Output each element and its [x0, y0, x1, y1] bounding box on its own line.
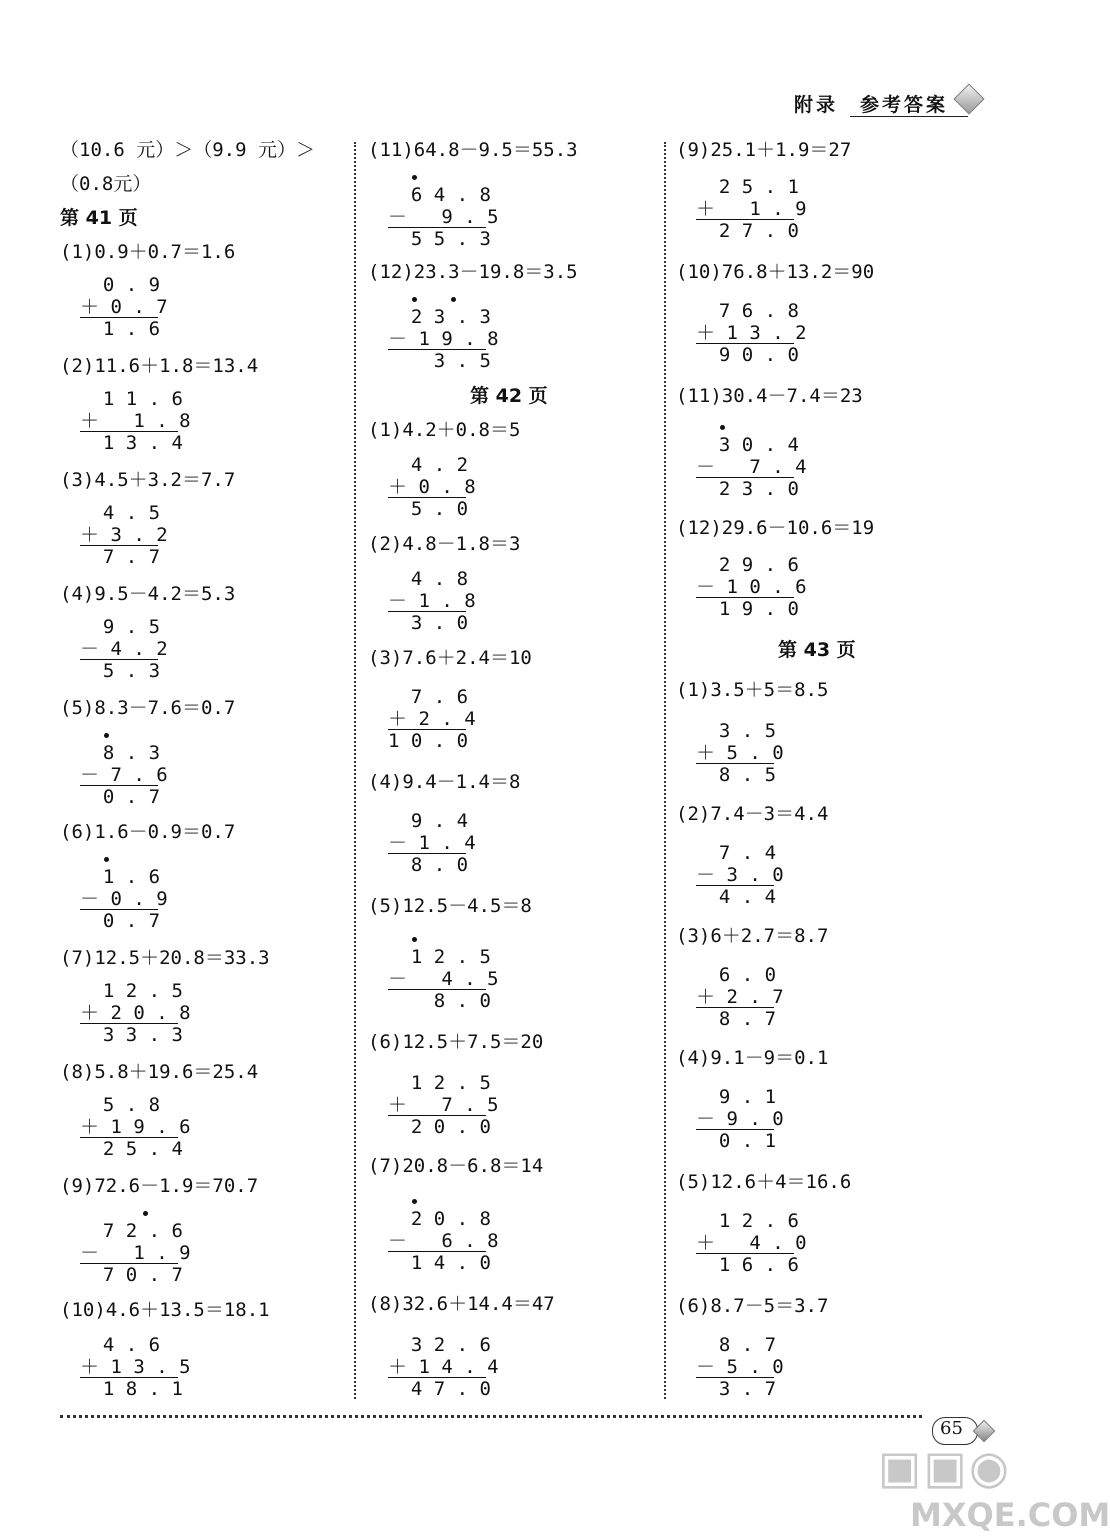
equation-text: (9)72.6－1.9＝70.7	[60, 1175, 259, 1197]
calc-operand-row: 1 2 . 5	[388, 1072, 491, 1094]
equation-text: (6)8.7－5＝3.7	[676, 1295, 829, 1317]
calc-separator-line	[80, 785, 158, 786]
calc-operand-row: 1 2 . 5	[388, 946, 491, 968]
calc-operand-row: － 9 . 0	[696, 1108, 784, 1130]
calc-operand-row: 8 . 3	[80, 742, 161, 764]
calc-operand-row: ＋ 1 . 8	[80, 410, 191, 432]
calc-operand-row: 1 2 . 6	[696, 1210, 799, 1232]
calc-operand-row: － 1 . 8	[388, 590, 476, 612]
calc-result-row: 0 . 7	[80, 786, 161, 808]
watermark-logo-icon: ▣▣◉	[878, 1440, 1012, 1494]
equation-text: (6)12.5＋7.5＝20	[368, 1031, 544, 1053]
equation-text: （10.6 元）＞（9.9 元）＞	[60, 139, 315, 161]
calc-separator-line	[388, 497, 466, 498]
calc-separator-line	[388, 1115, 486, 1116]
calc-result-row: 5 5 . 3	[388, 228, 491, 250]
calc-operand-row: ＋ 2 0 . 8	[80, 1002, 191, 1024]
calc-separator-line	[80, 1137, 178, 1138]
borrow-dot	[720, 425, 725, 430]
section-title: 第 41 页	[60, 207, 138, 229]
equation-text: (1)0.9＋0.7＝1.6	[60, 241, 236, 263]
calc-operand-row: － 7 . 4	[696, 456, 807, 478]
calc-result-row: 3 . 7	[696, 1378, 777, 1400]
footer-dotted-rule	[60, 1415, 922, 1418]
calc-result-row: 9 0 . 0	[696, 344, 799, 366]
calc-separator-line	[80, 1377, 178, 1378]
equation-text: (7)20.8－6.8＝14	[368, 1155, 544, 1177]
page-header	[790, 84, 990, 118]
calc-separator-line	[80, 1263, 178, 1264]
calc-operand-row: ＋ 5 . 0	[696, 742, 784, 764]
calc-operand-row: 3 0 . 4	[696, 434, 799, 456]
column-divider	[664, 142, 666, 1399]
calc-result-row: 0 . 1	[696, 1130, 777, 1152]
calc-separator-line	[696, 1007, 774, 1008]
calc-operand-row: 7 6 . 8	[696, 300, 799, 322]
calc-separator-line	[696, 885, 774, 886]
calc-separator-line	[80, 909, 158, 910]
calc-separator-line	[696, 343, 794, 344]
calc-result-row: 2 5 . 4	[80, 1138, 183, 1160]
borrow-dot	[451, 297, 456, 302]
equation-text: (10)4.6＋13.5＝18.1	[60, 1299, 270, 1321]
header-underline	[850, 116, 968, 117]
calc-operand-row: － 1 0 . 6	[696, 576, 807, 598]
borrow-dot	[412, 175, 417, 180]
calc-operand-row: 2 0 . 8	[388, 1208, 491, 1230]
equation-text: (2)7.4－3＝4.4	[676, 803, 829, 825]
calc-separator-line	[388, 227, 486, 228]
equation-text: (8)5.8＋19.6＝25.4	[60, 1061, 259, 1083]
calc-separator-line	[388, 611, 466, 612]
header-title: 附录 参考答案	[794, 94, 949, 116]
calc-result-row: 1 . 6	[80, 318, 161, 340]
equation-text: (5)12.5－4.5＝8	[368, 895, 532, 917]
calc-result-row: 1 6 . 6	[696, 1254, 799, 1276]
calc-result-row: 8 . 0	[388, 990, 491, 1012]
equation-text: (12)23.3－19.8＝3.5	[368, 261, 578, 283]
calc-separator-line	[696, 1129, 774, 1130]
calc-operand-row: 0 . 9	[80, 274, 161, 296]
calc-separator-line	[696, 763, 774, 764]
page-number: 65	[940, 1418, 963, 1439]
calc-operand-row: 9 . 4	[388, 810, 469, 832]
calc-operand-row: ＋ 1 3 . 2	[696, 322, 807, 344]
equation-text: (2)4.8－1.8＝3	[368, 533, 521, 555]
calc-operand-row: 4 . 8	[388, 568, 469, 590]
calc-operand-row: 2 3 . 3	[388, 306, 491, 328]
calc-result-row: 5 . 0	[388, 498, 469, 520]
calc-result-row: 4 7 . 0	[388, 1378, 491, 1400]
calc-operand-row: 6 4 . 8	[388, 184, 491, 206]
calc-result-row: 5 . 3	[80, 660, 161, 682]
watermark-text: MXQE.COM	[910, 1496, 1110, 1534]
calc-operand-row: ＋ 2 . 7	[696, 986, 784, 1008]
calc-operand-row: ＋ 0 . 7	[80, 296, 168, 318]
calc-operand-row: 9 . 5	[80, 616, 161, 638]
calc-result-row: 7 0 . 7	[80, 1264, 183, 1286]
equation-text: (4)9.5－4.2＝5.3	[60, 583, 236, 605]
equation-text: (8)32.6＋14.4＝47	[368, 1293, 555, 1315]
calc-result-row: 3 . 0	[388, 612, 469, 634]
calc-separator-line	[388, 989, 486, 990]
calc-separator-line	[696, 597, 794, 598]
calc-operand-row: ＋ 0 . 8	[388, 476, 476, 498]
calc-operand-row: 1 . 6	[80, 866, 161, 888]
calc-operand-row: 8 . 7	[696, 1334, 777, 1356]
equation-text: (3)7.6＋2.4＝10	[368, 647, 532, 669]
calc-operand-row: ＋ 1 3 . 5	[80, 1356, 191, 1378]
calc-operand-row: － 5 . 0	[696, 1356, 784, 1378]
equation-text: (3)6＋2.7＝8.7	[676, 925, 829, 947]
section-title: 第 42 页	[470, 385, 548, 407]
calc-result-row: 7 . 7	[80, 546, 161, 568]
calc-separator-line	[388, 729, 466, 730]
watermark	[870, 1440, 1110, 1536]
borrow-dot	[412, 297, 417, 302]
equation-text: (12)29.6－10.6＝19	[676, 517, 875, 539]
calc-operand-row: － 1 . 9	[80, 1242, 191, 1264]
borrow-dot	[412, 937, 417, 942]
calc-operand-row: 2 5 . 1	[696, 176, 799, 198]
calc-result-row: 8 . 0	[388, 854, 469, 876]
diamond-icon	[953, 83, 984, 114]
equation-text: (1)4.2＋0.8＝5	[368, 419, 521, 441]
equation-text: (6)1.6－0.9＝0.7	[60, 821, 236, 843]
borrow-dot	[412, 1199, 417, 1204]
calc-result-row: 1 8 . 1	[80, 1378, 183, 1400]
borrow-dot	[104, 733, 109, 738]
calc-operand-row: ＋ 3 . 2	[80, 524, 168, 546]
calc-result-row: 8 . 7	[696, 1008, 777, 1030]
calc-result-row: 1 9 . 0	[696, 598, 799, 620]
calc-operand-row: 6 . 0	[696, 964, 777, 986]
calc-operand-row: 4 . 6	[80, 1334, 161, 1356]
calc-result-row: 2 0 . 0	[388, 1116, 491, 1138]
calc-operand-row: － 6 . 8	[388, 1230, 499, 1252]
calc-operand-row: ＋ 1 4 . 4	[388, 1356, 499, 1378]
calc-operand-row: 1 2 . 5	[80, 980, 183, 1002]
equation-text: (2)11.6＋1.8＝13.4	[60, 355, 259, 377]
calc-separator-line	[696, 1253, 794, 1254]
borrow-dot	[143, 1211, 148, 1216]
calc-operand-row: － 4 . 2	[80, 638, 168, 660]
calc-operand-row: 7 . 4	[696, 842, 777, 864]
equation-text: (4)9.4－1.4＝8	[368, 771, 521, 793]
calc-separator-line	[80, 545, 158, 546]
calc-operand-row: － 1 . 4	[388, 832, 476, 854]
calc-operand-row: 4 . 5	[80, 502, 161, 524]
calc-result-row: 8 . 5	[696, 764, 777, 786]
column-divider	[354, 142, 356, 1399]
calc-operand-row: 3 . 5	[696, 720, 777, 742]
calc-result-row: 2 3 . 0	[696, 478, 799, 500]
equation-text: (3)4.5＋3.2＝7.7	[60, 469, 236, 491]
calc-operand-row: 3 2 . 6	[388, 1334, 491, 1356]
calc-operand-row: 7 2 . 6	[80, 1220, 183, 1242]
calc-separator-line	[80, 1023, 178, 1024]
equation-text: (1)3.5＋5＝8.5	[676, 679, 829, 701]
calc-separator-line	[388, 1251, 486, 1252]
calc-operand-row: 7 . 6	[388, 686, 469, 708]
equation-text: (4)9.1－9＝0.1	[676, 1047, 829, 1069]
calc-operand-row: － 0 . 9	[80, 888, 168, 910]
calc-separator-line	[388, 853, 466, 854]
equation-text: (11)64.8－9.5＝55.3	[368, 139, 578, 161]
calc-result-row: 1 4 . 0	[388, 1252, 491, 1274]
calc-operand-row: 2 9 . 6	[696, 554, 799, 576]
calc-result-row: 4 . 4	[696, 886, 777, 908]
calc-result-row: 1 0 . 0	[388, 730, 469, 752]
calc-operand-row: ＋ 7 . 5	[388, 1094, 499, 1116]
calc-operand-row: － 9 . 5	[388, 206, 499, 228]
calc-separator-line	[80, 659, 158, 660]
calc-separator-line	[696, 219, 794, 220]
calc-result-row: 2 7 . 0	[696, 220, 799, 242]
calc-operand-row: ＋ 1 9 . 6	[80, 1116, 191, 1138]
calc-result-row: 3 . 5	[388, 350, 491, 372]
calc-operand-row: 5 . 8	[80, 1094, 161, 1116]
calc-operand-row: － 3 . 0	[696, 864, 784, 886]
calc-separator-line	[80, 317, 158, 318]
calc-separator-line	[80, 431, 178, 432]
calc-operand-row: ＋ 1 . 9	[696, 198, 807, 220]
calc-separator-line	[696, 1377, 774, 1378]
equation-text: (9)25.1＋1.9＝27	[676, 139, 852, 161]
calc-result-row: 1 3 . 4	[80, 432, 183, 454]
equation-text: （0.8元）	[60, 173, 152, 195]
calc-separator-line	[388, 349, 486, 350]
calc-operand-row: － 1 9 . 8	[388, 328, 499, 350]
calc-operand-row: － 4 . 5	[388, 968, 499, 990]
calc-operand-row: 4 . 2	[388, 454, 469, 476]
calc-operand-row: 1 1 . 6	[80, 388, 183, 410]
calc-result-row: 3 3 . 3	[80, 1024, 183, 1046]
calc-operand-row: 9 . 1	[696, 1086, 777, 1108]
equation-text: (5)8.3－7.6＝0.7	[60, 697, 236, 719]
equation-text: (7)12.5＋20.8＝33.3	[60, 947, 270, 969]
calc-operand-row: ＋ 4 . 0	[696, 1232, 807, 1254]
equation-text: (5)12.6＋4＝16.6	[676, 1171, 852, 1193]
section-title: 第 43 页	[778, 639, 856, 661]
equation-text: (11)30.4－7.4＝23	[676, 385, 863, 407]
calc-operand-row: ＋ 2 . 4	[388, 708, 476, 730]
equation-text: (10)76.8＋13.2＝90	[676, 261, 875, 283]
calc-separator-line	[388, 1377, 486, 1378]
calc-separator-line	[696, 477, 794, 478]
calc-result-row: 0 . 7	[80, 910, 161, 932]
calc-operand-row: － 7 . 6	[80, 764, 168, 786]
borrow-dot	[104, 857, 109, 862]
